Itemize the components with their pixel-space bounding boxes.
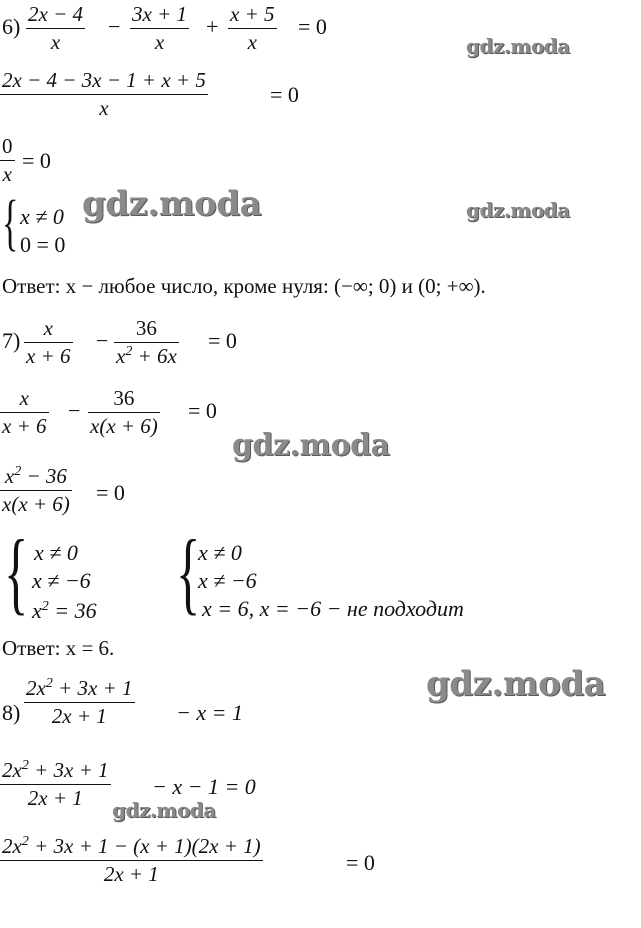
task-7-system1-row-3: $x^2 = 36$ [32, 598, 97, 623]
task-7-fraction-2: 36 $x^2 + 6x$ [116, 316, 177, 368]
task-6-system-brace: { [2, 189, 19, 257]
task-6-step1-rhs: = 0 [270, 82, 299, 107]
task-6-system-row-2: 0 = 0 [20, 232, 66, 257]
task-8-step1-fraction: $2x^2 + 3x + 1$ 2x + 1 [2, 758, 109, 810]
task-7-answer: Ответ: x = 6. [2, 636, 115, 660]
task-6-system-row-1: x ≠ 0 [20, 204, 64, 229]
watermark: gdz.moda [82, 184, 262, 224]
task-6-fraction-2: 3x + 1 x [132, 2, 187, 54]
task-6-plus: + [206, 14, 219, 39]
task-7-system2-row-2: x ≠ −6 [198, 568, 257, 593]
task-7-system1-row-1: x ≠ 0 [34, 540, 78, 565]
task-6-fraction-3: x + 5 x [230, 2, 275, 54]
task-7-system1-row-2: x ≠ −6 [32, 568, 91, 593]
task-7-step1-fraction-2: 36 x(x + 6) [90, 386, 158, 438]
watermark: gdz.moda [426, 664, 606, 704]
task-6-label: 6) [2, 14, 21, 39]
task-7-system2-brace: { [176, 521, 201, 623]
task-7-step1-rhs: = 0 [188, 398, 217, 423]
task-7-system2-row-3: x = 6, x = −6 − не подходит [202, 596, 464, 621]
task-8-step2-rhs: = 0 [346, 850, 375, 875]
task-8-fraction: $2x^2 + 3x + 1$ 2x + 1 [26, 676, 133, 728]
task-7-step1-fraction-1: x x + 6 [2, 386, 47, 438]
task-7-rhs: = 0 [208, 328, 237, 353]
task-7-step1-minus: − [68, 398, 81, 423]
watermark: gdz.moda [232, 428, 390, 463]
watermark: gdz.moda [466, 34, 570, 58]
task-7-step2-fraction: $x^2 - 36$ x(x + 6) [2, 464, 70, 516]
watermark: gdz.moda [112, 798, 216, 822]
task-6-rhs: = 0 [298, 14, 327, 39]
task-7-minus: − [96, 328, 109, 353]
task-6-step1-fraction: 2x − 4 − 3x − 1 + x + 5 x [2, 68, 206, 120]
task-7-fraction-1: x x + 6 [26, 316, 71, 368]
task-7-label: 7) [2, 328, 21, 353]
task-8-rest: − x = 1 [176, 700, 243, 725]
task-6-step2-rhs: = 0 [22, 148, 51, 173]
task-7-system1-brace: { [4, 521, 29, 623]
task-8-step2-fraction: $2x^2 + 3x + 1 - (x + 1)(2x + 1)$ 2x + 1 [2, 834, 261, 886]
task-8-step1-rest: − x − 1 = 0 [152, 774, 256, 799]
task-6-answer: Ответ: x − любое число, кроме нуля: (−∞; 0) и (0; +∞). [2, 274, 486, 298]
watermark: gdz.moda [466, 198, 570, 222]
task-6-step2-fraction: 0 x [2, 134, 13, 186]
task-8-label: 8) [2, 700, 21, 725]
task-6-minus: − [108, 14, 121, 39]
task-6-fraction-1: 2x − 4 x [28, 2, 83, 54]
task-7-system2-row-1: x ≠ 0 [198, 540, 242, 565]
task-7-step2-rhs: = 0 [96, 480, 125, 505]
